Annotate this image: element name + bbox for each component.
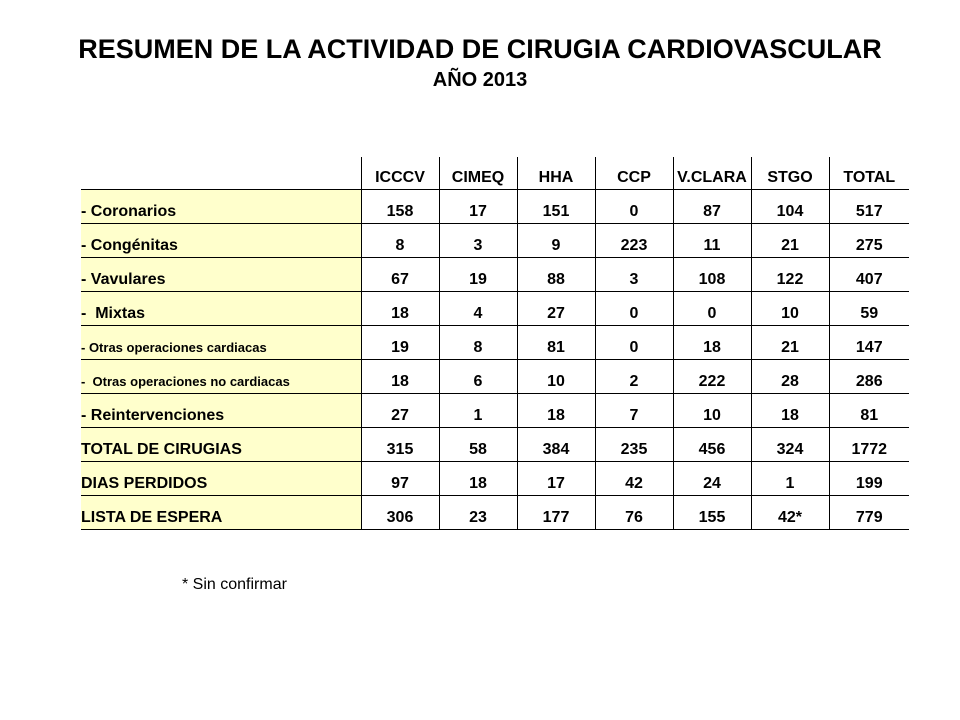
table-cell: 3 — [439, 223, 517, 257]
table-cell: 223 — [595, 223, 673, 257]
table-cell: 27 — [517, 291, 595, 325]
table-row — [81, 393, 909, 427]
column-header-stgo: STGO — [751, 157, 829, 189]
page-title: RESUMEN DE LA ACTIVIDAD DE CIRUGIA CARDIOVASCULAR — [78, 34, 882, 64]
table-cell: 67 — [361, 257, 439, 291]
table-cell: 407 — [855, 270, 883, 288]
row-label-reintervenciones: - Reintervenciones — [81, 393, 361, 427]
table-row — [81, 461, 909, 495]
table-cell: 3 — [595, 257, 673, 291]
row-label-total-cirugias: TOTAL DE CIRUGIAS — [81, 427, 361, 461]
table-cell: 76 — [595, 495, 673, 529]
table-cell: 199 — [855, 474, 883, 492]
table-row — [81, 291, 909, 325]
table-cell: 88 — [517, 257, 595, 291]
table-cell: 286 — [855, 372, 883, 390]
table-cell: 306 — [361, 495, 439, 529]
column-header-ccp: CCP — [595, 157, 673, 189]
table-cell: 158 — [361, 189, 439, 223]
table-cell: 18 — [361, 291, 439, 325]
table-cell: 779 — [855, 508, 883, 526]
table-header-corner — [81, 157, 361, 189]
table-cell: 23 — [439, 495, 517, 529]
table-cell: 24 — [673, 461, 751, 495]
column-header-total: TOTAL — [843, 168, 896, 186]
row-label-vavulares: - Vavulares — [81, 257, 361, 291]
table-cell: 7 — [595, 393, 673, 427]
table-cell: 1 — [439, 393, 517, 427]
table-cell: 155 — [673, 495, 751, 529]
table-cell: 147 — [855, 338, 883, 356]
table-cell: 42 — [595, 461, 673, 495]
table-cell: 58 — [439, 427, 517, 461]
table-cell: 8 — [361, 223, 439, 257]
row-label-otras-cardiacas: - Otras operaciones cardiacas — [81, 325, 361, 359]
table-cell: 81 — [860, 406, 879, 424]
table-cell: 17 — [517, 461, 595, 495]
column-header-hha: HHA — [517, 157, 595, 189]
table-row — [81, 325, 909, 359]
table-cell: 19 — [439, 257, 517, 291]
table-cell: 177 — [517, 495, 595, 529]
row-label-coronarios: - Coronarios — [81, 189, 361, 223]
table-cell: 18 — [439, 461, 517, 495]
table-row — [81, 257, 909, 291]
table-cell: 151 — [517, 189, 595, 223]
table-cell: 0 — [595, 325, 673, 359]
table-cell: 4 — [439, 291, 517, 325]
table-cell: 275 — [855, 236, 883, 254]
table-cell: 0 — [673, 291, 751, 325]
table-cell: 42* — [751, 495, 829, 529]
table-row — [81, 359, 909, 393]
row-label-congenitas: - Congénitas — [81, 223, 361, 257]
table-cell: 21 — [751, 223, 829, 257]
table-cell: 6 — [439, 359, 517, 393]
table-cell: 18 — [361, 359, 439, 393]
row-label-dias-perdidos: DIAS PERDIDOS — [81, 461, 361, 495]
table-cell: 108 — [673, 257, 751, 291]
table-header-row — [81, 157, 909, 189]
table-cell: 18 — [751, 393, 829, 427]
table-cell: 9 — [517, 223, 595, 257]
table-cell: 81 — [517, 325, 595, 359]
table-cell: 11 — [673, 223, 751, 257]
table-cell: 18 — [517, 393, 595, 427]
table-cell: 1 — [751, 461, 829, 495]
table-cell: 0 — [595, 291, 673, 325]
column-header-vclara: V.CLARA — [673, 157, 751, 189]
table-cell: 10 — [751, 291, 829, 325]
activity-table — [81, 157, 909, 530]
table-cell: 122 — [751, 257, 829, 291]
table-row — [81, 189, 909, 223]
row-label-otras-no-cardiacas: - Otras operaciones no cardiacas — [81, 359, 361, 393]
table-cell: 324 — [751, 427, 829, 461]
table-cell: 104 — [751, 189, 829, 223]
table-cell: 10 — [517, 359, 595, 393]
page-subtitle: AÑO 2013 — [432, 69, 528, 91]
table-cell: 2 — [595, 359, 673, 393]
table-cell: 19 — [361, 325, 439, 359]
row-label-mixtas: - Mixtas — [81, 291, 361, 325]
table-cell: 0 — [595, 189, 673, 223]
table-cell: 17 — [439, 189, 517, 223]
table-row — [81, 427, 909, 461]
table-row — [81, 223, 909, 257]
table-cell: 21 — [751, 325, 829, 359]
table-cell: 10 — [673, 393, 751, 427]
table-cell: 456 — [673, 427, 751, 461]
column-header-cimeq: CIMEQ — [439, 157, 517, 189]
table-cell: 1772 — [851, 440, 888, 458]
table-cell: 27 — [361, 393, 439, 427]
table-cell: 28 — [751, 359, 829, 393]
table-row — [81, 495, 909, 529]
table-cell: 235 — [595, 427, 673, 461]
table-cell: 384 — [517, 427, 595, 461]
footnote: * Sin confirmar — [182, 576, 287, 593]
table-cell: 87 — [673, 189, 751, 223]
table-cell: 59 — [860, 304, 879, 322]
table-cell: 97 — [361, 461, 439, 495]
table-cell: 222 — [673, 359, 751, 393]
table-cell: 8 — [439, 325, 517, 359]
table-cell: 18 — [673, 325, 751, 359]
column-header-icccv: ICCCV — [361, 157, 439, 189]
row-label-lista-espera: LISTA DE ESPERA — [81, 495, 361, 529]
table-cell: 517 — [855, 202, 883, 220]
table-cell: 315 — [361, 427, 439, 461]
